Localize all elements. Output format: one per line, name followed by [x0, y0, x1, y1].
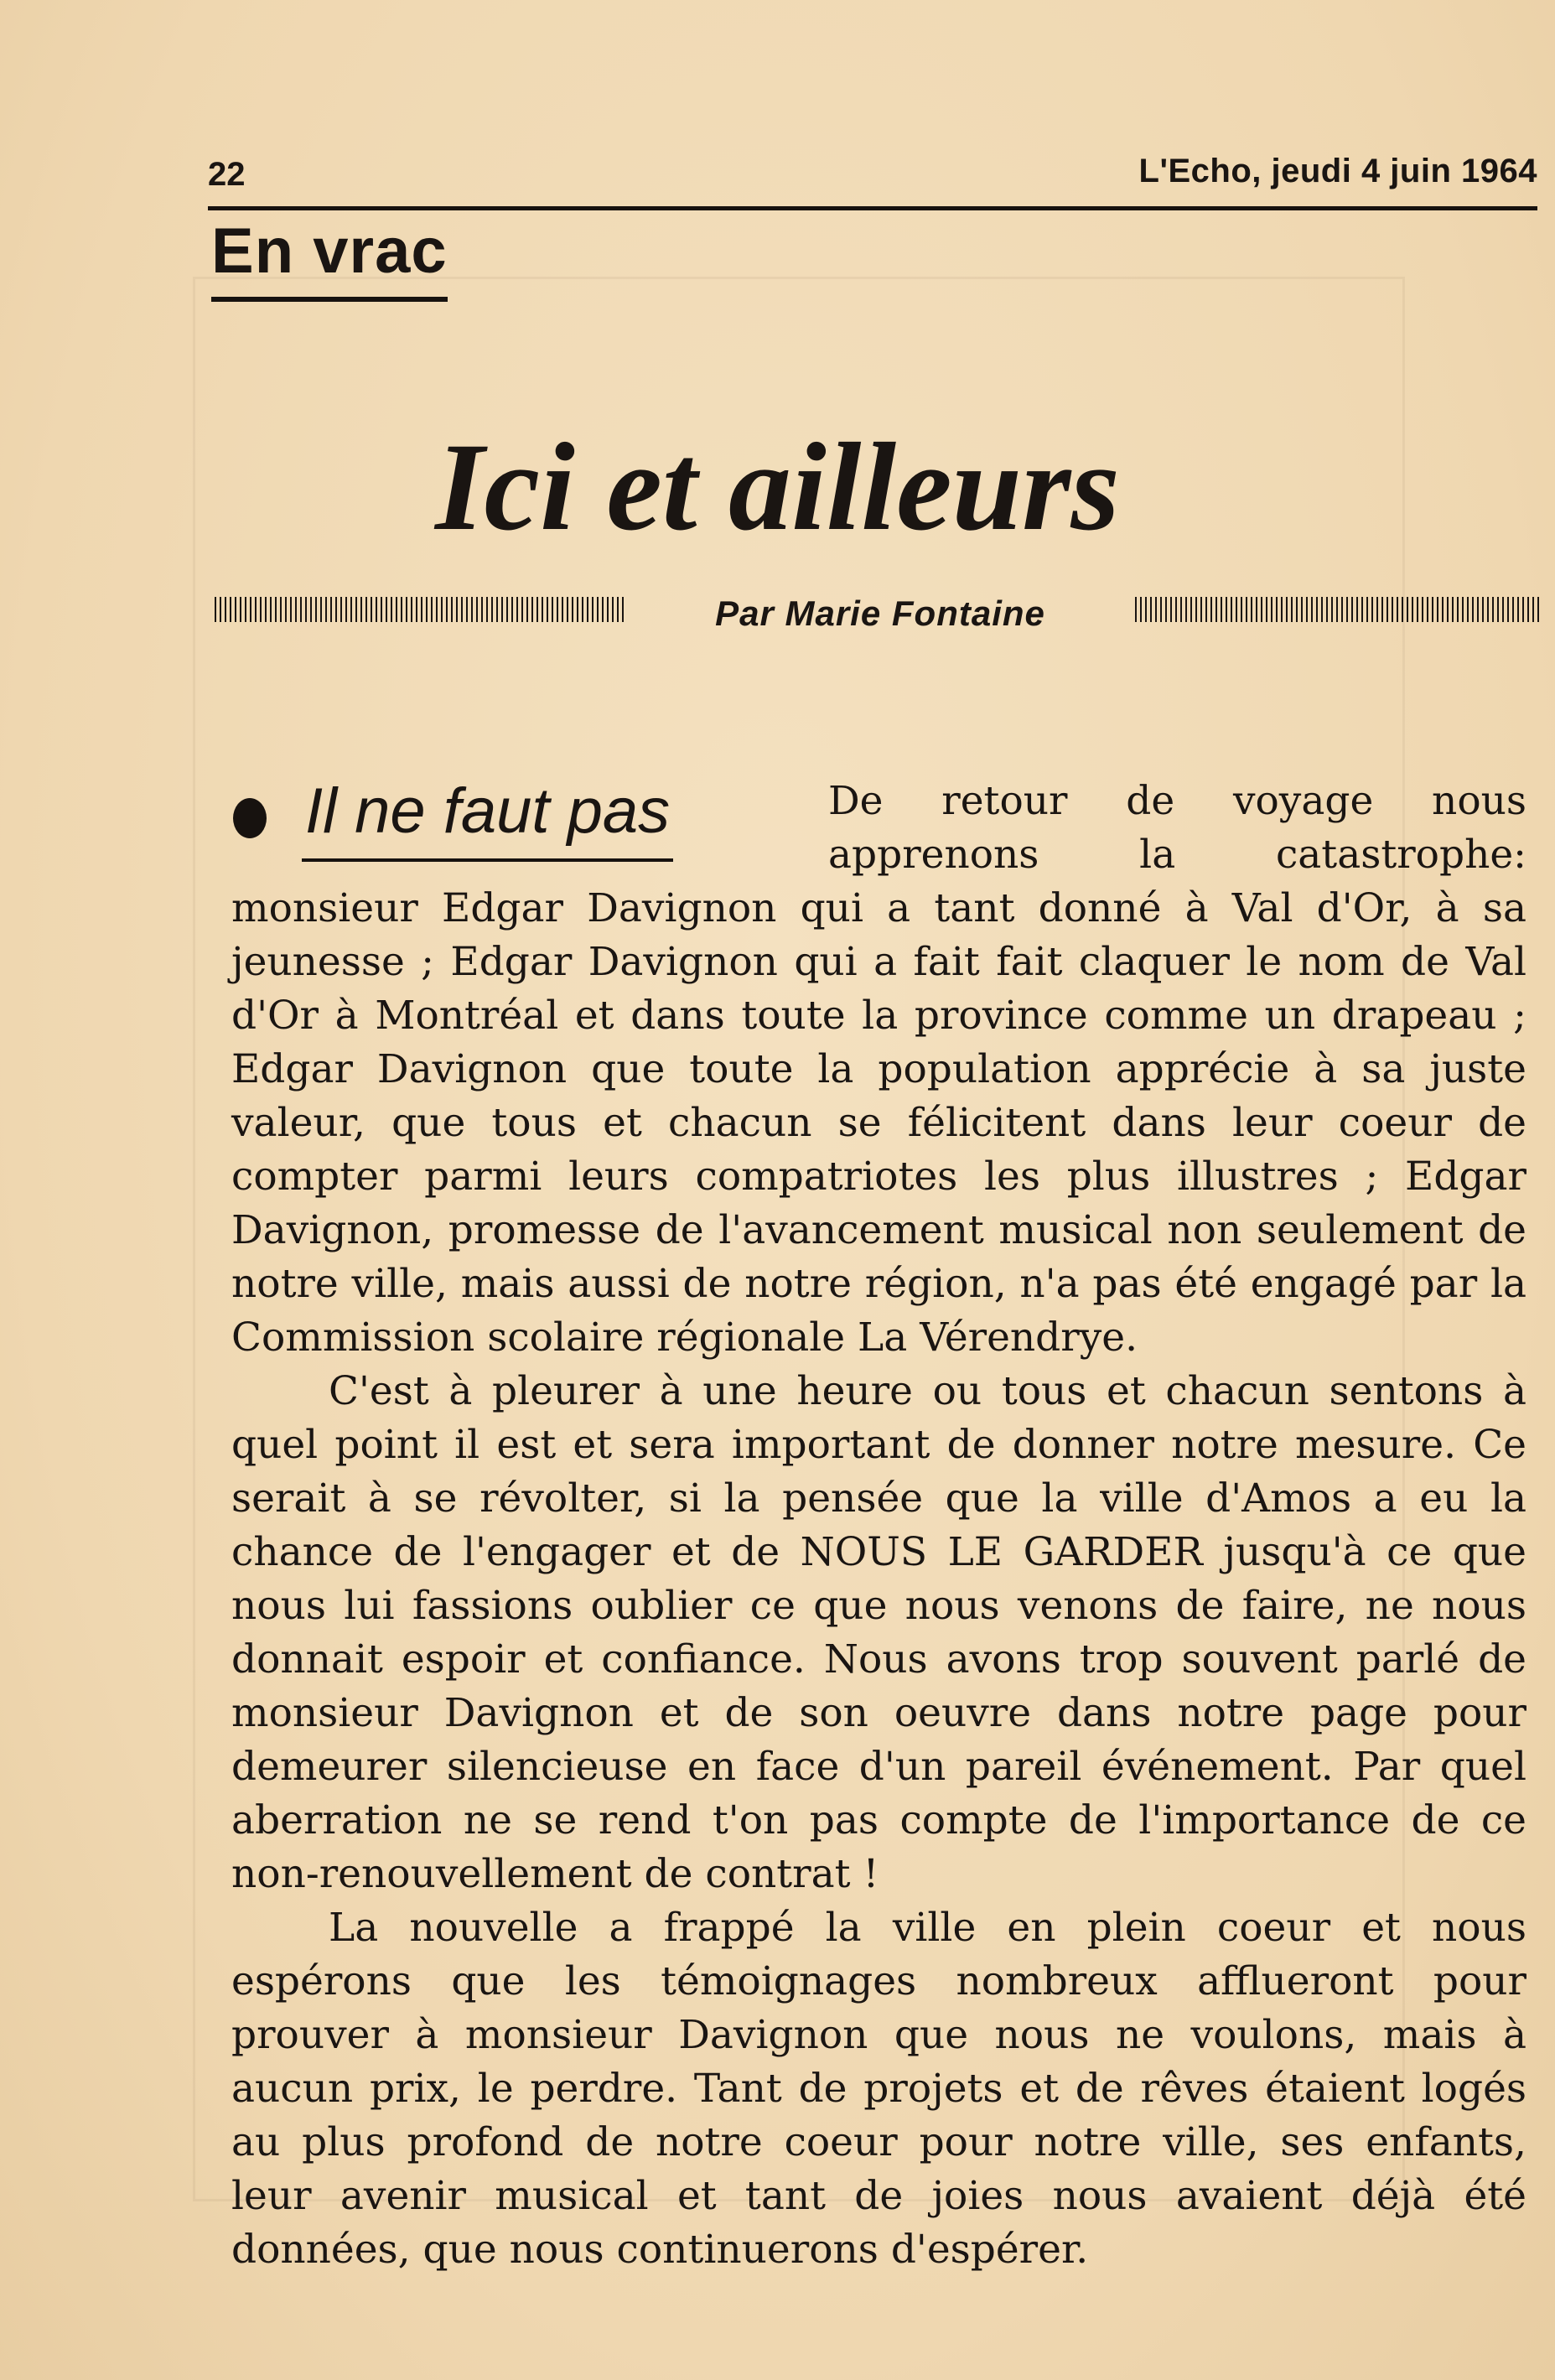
section-title: En vrac: [211, 220, 448, 302]
article-paragraph: C'est à pleurer à une heure ou tous et chacun sentons à quel point il est et sera important de donner notre mesure. Ce serait à se révolter, si la pensée que la ville d'Amos a eu la chance de l'engager et de NOUS LE GARDER jusqu'à ce que nous lui fassions oublier ce que nous venons de faire, ne nous donnait espoir et confiance. Nous avons trop souvent parlé de monsieur Davignon et de son oeuvre dans notre page pour demeurer silencieuse en face d'un pareil événement. Par quel aberration ne se rend t'on pas compte de l'importance de ce non-renouvellement de contrat !: [231, 1368, 1526, 1897]
bullet-icon: [233, 798, 267, 838]
article-opening: De retour de voyage nous apprenons la catastrophe:: [828, 778, 1526, 878]
byline-rule-right: [1135, 597, 1539, 622]
column-title: Ici et ailleurs: [435, 417, 1120, 557]
page-header: [208, 148, 1537, 210]
byline-row: [215, 587, 1539, 637]
page-number: 22: [208, 156, 246, 193]
article-paragraph: La nouvelle a frappé la ville en plein coeur et nous espérons que les témoignages nombreux afflueront pour prouver à monsieur Davignon que nous ne voulons, mais à aucun prix, le perdre. Tant de projets et de rêves étaient logés au plus profond de notre coeur pour notre ville, ses enfants, leur avenir musical et tant de joies nous avaient déjà été données, que nous continuerons d'espérer.: [231, 1905, 1526, 2273]
byline-rule-left: [215, 597, 625, 622]
dateline: L'Echo, jeudi 4 juin 1964: [1138, 153, 1537, 189]
article-body: [231, 882, 1526, 2277]
byline: Par Marie Fontaine: [715, 594, 1045, 633]
article-heading: Il ne faut pas: [302, 780, 673, 862]
article-paragraph: monsieur Edgar Davignon qui a tant donné à Val d'Or, à sa jeunesse ; Edgar Davignon qui a fait fait claquer le nom de Val d'Or à Montréal et dans toute la province comme un drapeau ; Edgar Davignon que toute la population apprécie à sa juste valeur, que tous et chacun se félicitent dans leur coeur de compter parmi leurs compatriotes les plus illustres ; Edgar Davignon, promesse de l'avancement musical non seulement de notre ville, mais aussi de notre région, n'a pas été engagé par la Commission scolaire régionale La Vérendrye.: [231, 885, 1526, 1361]
